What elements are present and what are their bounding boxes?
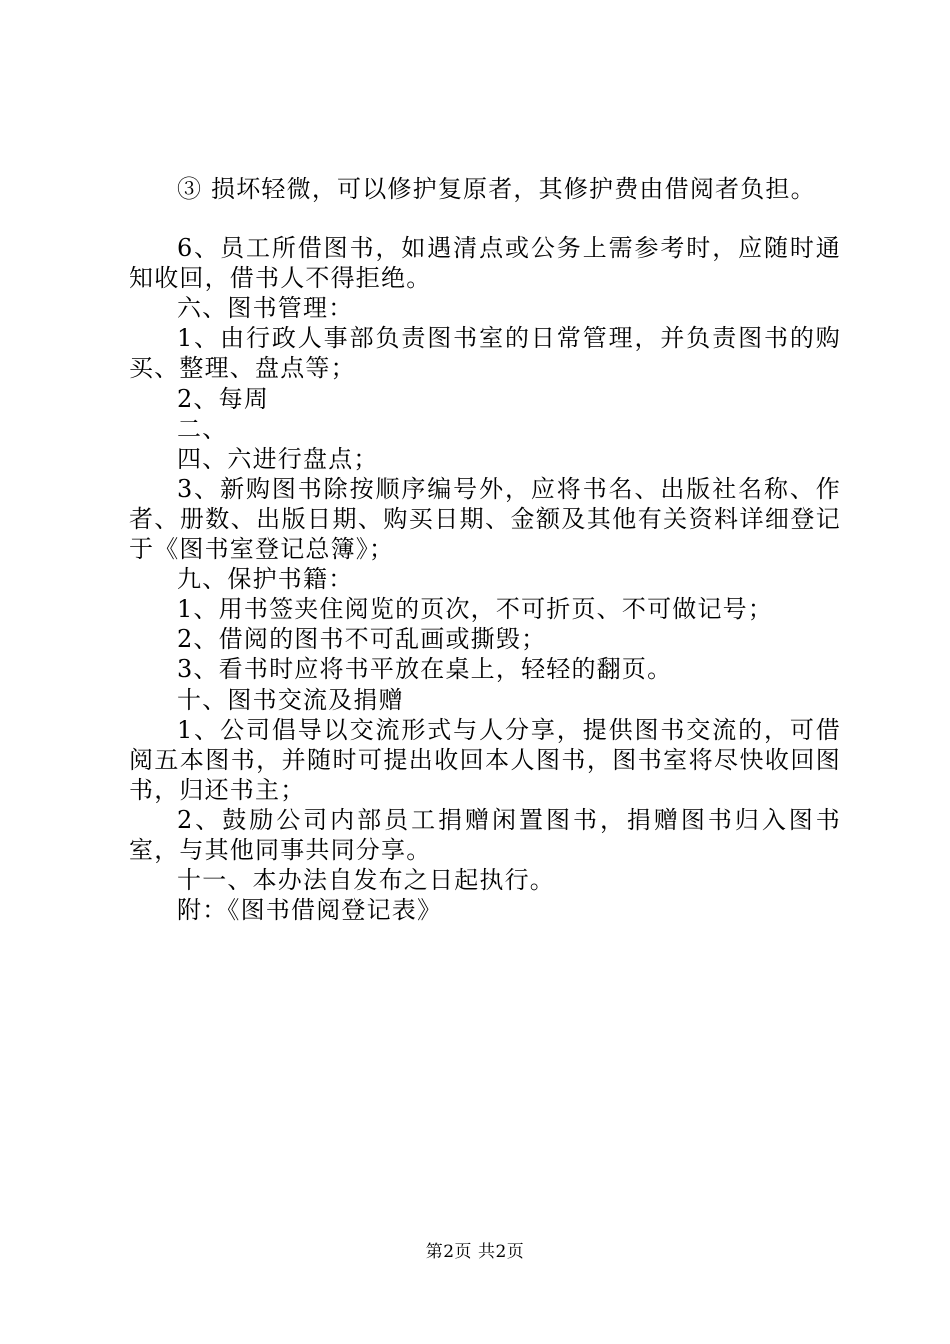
paragraph-flat-reading: 3、看书时应将书平放在桌上，轻轻的翻页。 <box>177 655 673 684</box>
section-heading-exchange-donation: 十、图书交流及捐赠 <box>177 685 404 714</box>
document-body <box>129 174 841 925</box>
paragraph-two: 二、 <box>177 414 228 443</box>
section-heading-book-management: 六、图书管理： <box>177 294 354 323</box>
paragraph-management-duty: 1、由行政人事部负责图书室的日常管理，并负责图书的购买、整理、盘点等； <box>129 324 841 383</box>
paragraph-weekly: 2、每周 <box>177 384 270 413</box>
section-heading-protect-books: 九、保护书籍： <box>177 565 354 594</box>
paragraph-book-donation: 2、鼓励公司内部员工捐赠闲置图书，捐赠图书归入图书室，与其他同事共同分享。 <box>129 805 841 864</box>
paragraph-no-drawing: 2、借阅的图书不可乱画或撕毁； <box>177 625 547 654</box>
paragraph-new-books-registration: 3、新购图书除按顺序编号外，应将书名、出版社名称、作者、册数、出版日期、购买日期、金额及其他有关资料详细登记于《图书室登记总簿》； <box>129 474 841 564</box>
paragraph-recall-books: 6、员工所借图书，如遇清点或公务上需参考时，应随时通知收回，借书人不得拒绝。 <box>129 234 841 293</box>
paragraph-book-exchange: 1、公司倡导以交流形式与人分享，提供图书交流的，可借阅五本图书，并随时可提出收回本人图书，图书室将尽快收回图书，归还书主； <box>129 715 841 804</box>
paragraph-bookmark: 1、用书签夹住阅览的页次，不可折页、不可做记号； <box>177 595 774 624</box>
paragraph-attachment: 附：《图书借阅登记表》 <box>177 896 443 925</box>
section-heading-effective-date: 十一、本办法自发布之日起执行。 <box>177 866 555 895</box>
paragraph-inventory-days: 四、六进行盘点； <box>177 444 379 473</box>
paragraph-damage-repair: ③ 损坏轻微，可以修护复原者，其修护费由借阅者负担。 <box>177 175 816 203</box>
page-footer: 第2页 共2页 <box>425 1242 525 1262</box>
